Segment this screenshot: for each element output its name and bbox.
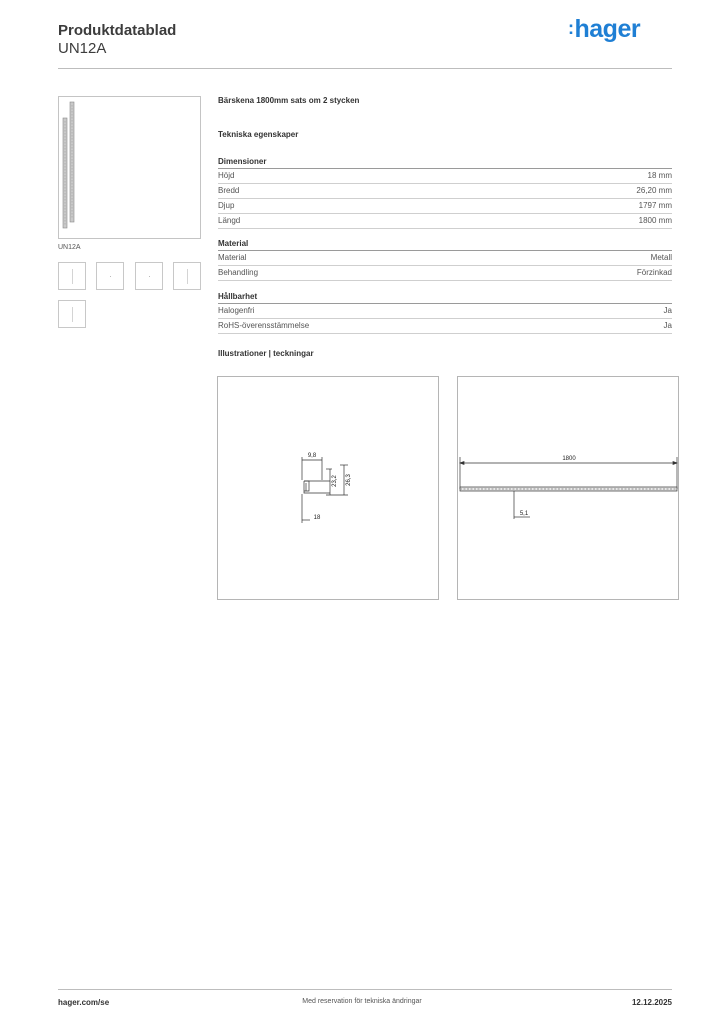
spec-row xyxy=(218,199,672,214)
thumbnail-5[interactable] xyxy=(58,300,86,328)
spec-value: Förzinkad xyxy=(636,268,672,277)
cross-section-icon xyxy=(218,377,440,601)
spec-value: 1800 mm xyxy=(638,216,672,225)
footer-disclaimer: Med reservation för tekniska ändringar xyxy=(302,998,422,1005)
spec-label: Material xyxy=(218,253,247,262)
product-description: Bärskena 1800mm sats om 2 stycken xyxy=(218,96,360,105)
mounting-rail-icon xyxy=(59,97,202,240)
thumbnail-2[interactable] xyxy=(96,262,124,290)
spec-value: Metall xyxy=(650,253,672,262)
spec-label: Längd xyxy=(218,216,241,225)
sustainability-title: Hållbarhet xyxy=(218,292,672,304)
dim-outer-label: 26,3 xyxy=(346,474,352,486)
rail-length-icon xyxy=(458,377,680,601)
spec-row xyxy=(218,304,672,319)
material-title: Material xyxy=(218,239,672,251)
tech-heading: Tekniska egenskaper xyxy=(218,130,299,139)
specifications-panel xyxy=(218,96,672,361)
spec-value: 26,20 mm xyxy=(636,186,672,195)
length-drawing[interactable] xyxy=(457,376,679,600)
spec-label: Höjd xyxy=(218,171,235,180)
logo-colon-icon: : xyxy=(568,18,574,38)
spec-label: Halogenfri xyxy=(218,306,255,315)
dim-inner-label: 23,2 xyxy=(332,475,338,487)
illustrations-title: Illustrationer | teckningar xyxy=(218,349,314,358)
dim-bottom-label: 18 xyxy=(313,515,321,521)
footer-date: 12.12.2025 xyxy=(631,998,672,1007)
dim-top-label: 9,8 xyxy=(307,453,317,459)
thumbnail-4[interactable] xyxy=(173,262,201,290)
dimensions-section xyxy=(218,157,672,229)
spec-value: Ja xyxy=(663,306,672,315)
sustainability-section xyxy=(218,292,672,334)
footer-divider xyxy=(58,989,672,990)
thumbnail-3[interactable] xyxy=(135,262,163,290)
product-code: UN12A xyxy=(58,40,107,57)
dim-length-label: 1800 xyxy=(562,456,576,462)
spec-label: Behandling xyxy=(218,268,259,277)
spec-value: Ja xyxy=(663,321,672,330)
material-section xyxy=(218,239,672,281)
spec-row xyxy=(218,214,672,229)
spec-label: RoHS-överensstämmelse xyxy=(218,321,310,330)
main-product-image[interactable] xyxy=(58,96,201,239)
hager-logo xyxy=(568,15,640,44)
logo-text: hager xyxy=(574,15,641,43)
main-image-caption: UN12A xyxy=(58,244,81,251)
dim-offset-label: 5,1 xyxy=(519,511,529,517)
spec-label: Bredd xyxy=(218,186,240,195)
spec-row xyxy=(218,266,672,281)
thumbnail-1[interactable] xyxy=(58,262,86,290)
page-title: Produktdatablad xyxy=(58,22,177,39)
spec-row xyxy=(218,169,672,184)
header-divider xyxy=(58,68,672,69)
spec-row xyxy=(218,319,672,334)
spec-row xyxy=(218,184,672,199)
spec-value: 1797 mm xyxy=(638,201,672,210)
dimensions-title: Dimensioner xyxy=(218,157,672,169)
spec-row xyxy=(218,251,672,266)
spec-label: Djup xyxy=(218,201,235,210)
spec-value: 18 mm xyxy=(647,171,672,180)
cross-section-drawing[interactable] xyxy=(217,376,439,600)
footer-website-link[interactable]: hager.com/se xyxy=(58,998,110,1007)
